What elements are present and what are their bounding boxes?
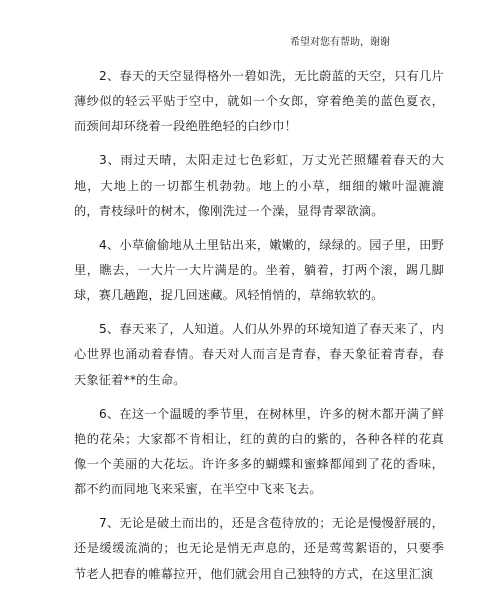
document-body — [74, 64, 444, 596]
paragraph-5: 5、春天来了，人知道。人们从外界的环境知道了春天来了，内心世界也涌动着春情。春天对人而言是青春，春天象征着青春，春天象征着**的生命。 — [74, 322, 444, 387]
paragraph-4: 4、小草偷偷地从土里钻出来，嫩嫩的，绿绿的。园子里，田野里，瞧去，一大片一大片满是的。坐着，躺着，打两个滚，踢几脚球，赛几趟跑，捉几回迷藏。风轻悄悄的，草绵软软的。 — [74, 237, 444, 303]
paragraph-3: 3、雨过天晴，太阳走过七色彩虹，万丈光芒照耀着春天的大地，大地上的一切都生机勃勃。地上的小草，细细的嫩叶湿漉漉的，青枝绿叶的树木，像刚洗过一个澡，显得青翠欲滴。 — [74, 153, 444, 218]
paragraph-7: 7、无论是破土而出的，还是含苞待放的；无论是慢慢舒展的，还是缓缓流淌的；也无论是悄无声息的，还是莺莺絮语的，只要季节老人把春的帷幕拉开，他们就会用自己独特的方式，在这里汇演 — [74, 516, 444, 581]
paragraph-6: 6、在这一个温暖的季节里，在树林里，许多的树木都开满了鲜艳的花朵；大家都不肯相让，红的黄的白的紫的，各种各样的花真像一个美丽的大花坛。许许多多的蝴蝶和蜜蜂都闻到了花的香味，都不约而同地飞来采蜜，在半空中飞来飞去。 — [74, 406, 444, 497]
header-note: 希望对您有帮助，谢谢 — [290, 37, 390, 48]
paragraph-2: 2、春天的天空显得格外一碧如洗，无比蔚蓝的天空，只有几片薄纱似的轻云平贴于空中，就如一个女郎，穿着绝美的蓝色夏衣，而颈间却环绕着一段绝胜绝轻的白纱巾！ — [74, 69, 444, 134]
